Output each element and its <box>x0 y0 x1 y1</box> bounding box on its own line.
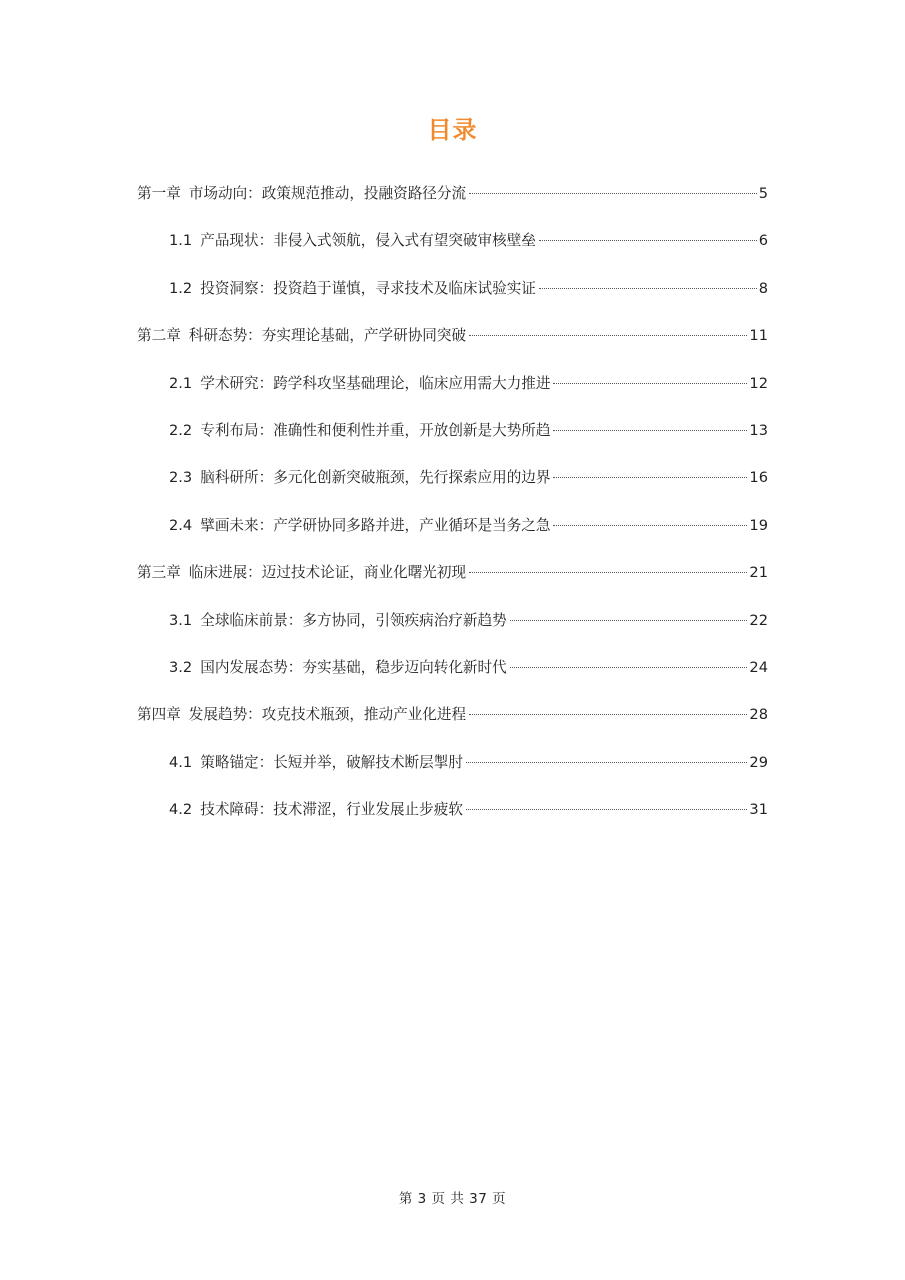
toc-entry-number: 1.2 <box>169 279 193 297</box>
toc-entry-number: 第二章 <box>137 327 181 345</box>
toc-entry-page: 8 <box>758 279 768 297</box>
toc-entry-title: 发展趋势：攻克技术瓶颈，推动产业化进程 <box>188 706 467 724</box>
dot-leader <box>469 714 747 715</box>
toc-entry-title: 擘画未来：产学研协同多路并进，产业循环是当务之急 <box>200 516 551 534</box>
toc-entry[interactable] <box>137 274 768 321</box>
toc-entry-page: 19 <box>749 516 768 534</box>
toc-entry[interactable] <box>137 700 768 747</box>
toc-entry-title: 产品现状：非侵入式领航，侵入式有望突破审核壁垒 <box>200 232 536 250</box>
toc-entry-number: 1.1 <box>169 232 193 250</box>
toc-entry-page: 5 <box>758 185 768 202</box>
toc-entry[interactable] <box>137 511 768 558</box>
dot-leader <box>539 240 757 241</box>
toc-entry-number: 2.2 <box>169 421 193 439</box>
toc-entry-page: 28 <box>749 706 768 724</box>
dot-leader <box>510 620 748 621</box>
toc-entry[interactable] <box>137 795 768 842</box>
dot-leader <box>553 430 747 431</box>
toc-entry-title: 脑科研所：多元化创新突破瓶颈，先行探索应用的边界 <box>200 469 551 487</box>
dot-leader <box>469 335 747 336</box>
toc-entry-number: 2.4 <box>169 516 193 534</box>
toc-entry-page: 16 <box>749 469 768 487</box>
dot-leader <box>466 809 748 810</box>
dot-leader <box>510 667 748 668</box>
dot-leader <box>539 288 757 289</box>
toc-entry-page: 12 <box>749 374 768 392</box>
toc-entry-page: 24 <box>749 658 768 676</box>
toc-entry[interactable] <box>137 321 768 368</box>
toc-entry[interactable] <box>137 179 768 226</box>
toc-entry-title: 国内发展态势：夯实基础，稳步迈向转化新时代 <box>200 658 507 676</box>
toc-entry[interactable] <box>137 653 768 700</box>
toc-entry-page: 11 <box>749 327 768 345</box>
toc-entry-page: 21 <box>749 564 768 582</box>
table-of-contents <box>137 179 768 842</box>
toc-entry-page: 22 <box>749 611 768 629</box>
dot-leader <box>469 193 757 194</box>
toc-entry-title: 全球临床前景：多方协同，引领疾病治疗新趋势 <box>200 611 507 629</box>
toc-entry-title: 市场动向：政策规范推动，投融资路径分流 <box>188 185 467 202</box>
page-footer: 第 3 页 共 37 页 <box>398 1191 507 1207</box>
toc-entry-title: 学术研究：跨学科攻坚基础理论，临床应用需大力推进 <box>200 374 551 392</box>
toc-entry-number: 第一章 <box>137 185 181 202</box>
dot-leader <box>553 477 747 478</box>
toc-entry[interactable] <box>137 416 768 463</box>
toc-entry-number: 3.1 <box>169 611 193 629</box>
toc-entry-number: 第四章 <box>137 706 181 724</box>
dot-leader <box>553 383 747 384</box>
toc-entry-page: 13 <box>749 421 768 439</box>
toc-entry-title: 专利布局：准确性和便利性并重，开放创新是大势所趋 <box>200 421 551 439</box>
toc-entry-title: 科研态势：夯实理论基础，产学研协同突破 <box>188 327 467 345</box>
toc-entry-number: 2.1 <box>169 374 193 392</box>
toc-entry[interactable] <box>137 369 768 416</box>
toc-entry-page: 6 <box>758 232 768 250</box>
toc-entry[interactable] <box>137 226 768 273</box>
dot-leader <box>553 525 747 526</box>
page-title: 目录 <box>427 116 478 144</box>
toc-entry[interactable] <box>137 463 768 510</box>
toc-entry-title: 策略锚定：长短并举，破解技术断层掣肘 <box>200 753 463 771</box>
toc-entry-number: 3.2 <box>169 658 193 676</box>
toc-entry[interactable] <box>137 748 768 795</box>
toc-entry-number: 第三章 <box>137 564 181 582</box>
toc-entry-title: 投资洞察：投资趋于谨慎，寻求技术及临床试验实证 <box>200 279 536 297</box>
dot-leader <box>466 762 748 763</box>
toc-entry-number: 2.3 <box>169 469 193 487</box>
dot-leader <box>469 572 747 573</box>
toc-entry[interactable] <box>137 606 768 653</box>
toc-entry-title: 技术障碍：技术滞涩，行业发展止步疲软 <box>200 801 463 819</box>
toc-entry-title: 临床进展：迈过技术论证，商业化曙光初现 <box>188 564 467 582</box>
toc-entry[interactable] <box>137 558 768 605</box>
toc-entry-number: 4.2 <box>169 801 193 819</box>
toc-entry-page: 29 <box>749 753 768 771</box>
toc-entry-number: 4.1 <box>169 753 193 771</box>
toc-entry-page: 31 <box>749 801 768 819</box>
